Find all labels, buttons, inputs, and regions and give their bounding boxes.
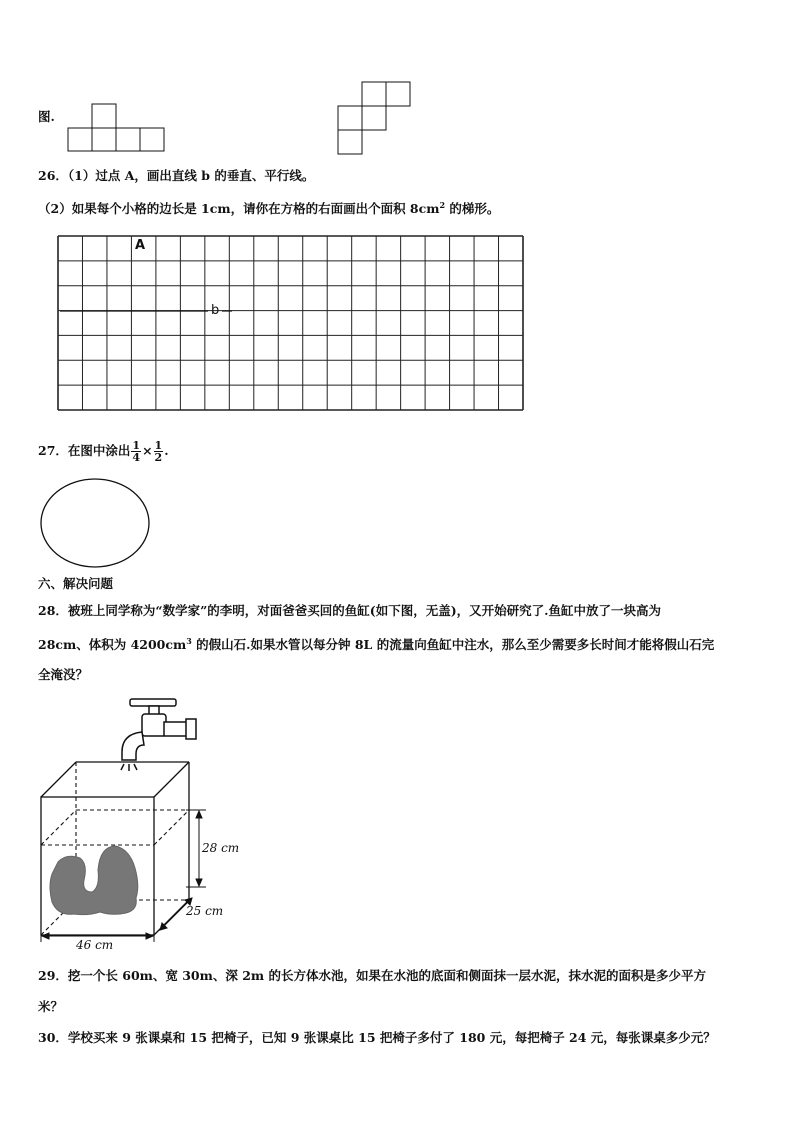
- q26-part2: （2）如果每个小格的边长是 1cm，请你在方格的右面画出个面积 $8cm^2$ 的梯形。: [38, 200, 500, 217]
- faucet-icon: [121, 699, 196, 771]
- q30-line1: 30．学校买来 9 张课桌和 15 把椅子，已知 9 张课桌比 15 把椅子多付了 180 元，每把椅子 24 元，每张课桌多少元？: [38, 1030, 716, 1045]
- q26-part1: 26．（1）过点 A，画出直线 b 的垂直、平行线。: [38, 168, 315, 183]
- q29-line2: 米？: [38, 999, 64, 1014]
- q28-line3: 全淹没？: [38, 667, 89, 682]
- depth-label: 25 cm: [186, 904, 224, 918]
- point-a-label: A: [135, 238, 146, 253]
- figure-label: 图.: [38, 109, 55, 124]
- q28-line2: 28cm、体积为 $4200cm^3$ 的假山石.如果水管以每分钟 8L 的流量向鱼缸中注水，那么至少需要多长时间才能将假山石完: [38, 636, 715, 653]
- section-title: 六、解决问题: [38, 576, 114, 591]
- length-label: 46 cm: [76, 938, 114, 952]
- rock-shape: [50, 846, 138, 915]
- height-label: 28 cm: [202, 841, 240, 855]
- line-b-label: b: [211, 303, 220, 318]
- q28-line1: 28．被班上同学称为“数学家”的李明，对面爸爸买回的鱼缸(如下图，无盖)，又开始研究了.鱼缸中放了一块高为: [38, 603, 661, 618]
- q27-text: 27．在图中涂出 $\frac{1}{4}$ × $\frac{1}{2}$ .: [38, 439, 169, 464]
- q29-line1: 29．挖一个长 60m、宽 30m、深 2m 的长方体水池，如果在水池的底面和侧面抹一层水泥，抹水泥的面积是多少平方: [38, 968, 706, 983]
